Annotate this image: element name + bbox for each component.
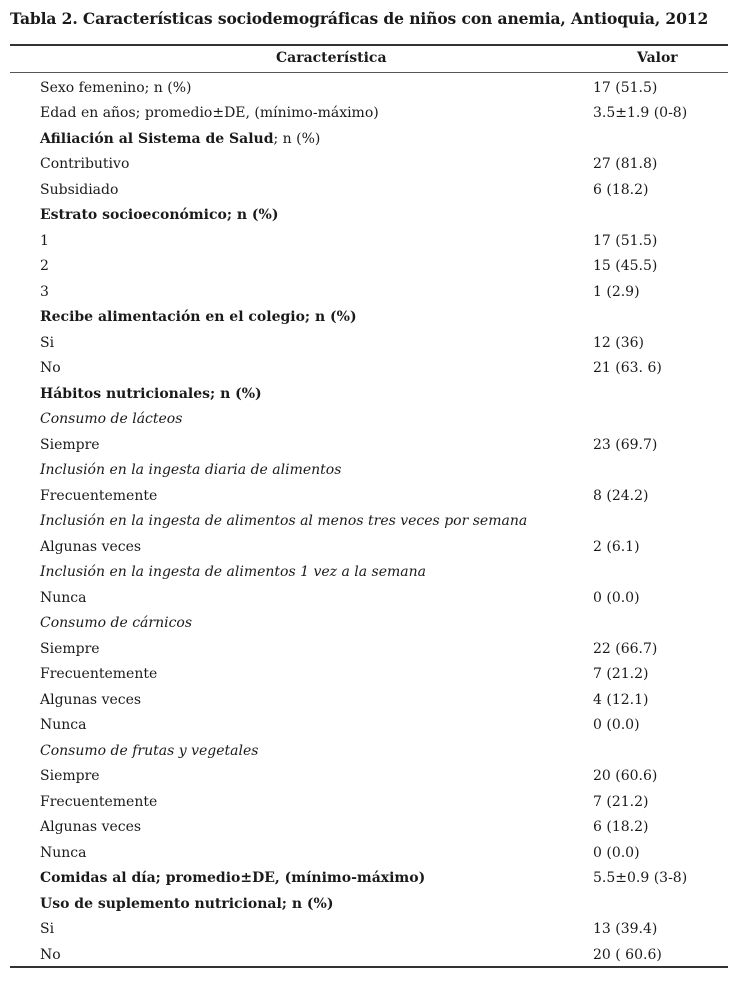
row-value: 0 (0.0) <box>593 589 640 606</box>
row-value: 17 (51.5) <box>593 79 658 96</box>
row-value: 20 ( 60.6) <box>593 946 662 963</box>
row-label: Nunca <box>40 717 87 733</box>
table-row <box>0 943 740 969</box>
row-value: 3.5±1.9 (0-8) <box>593 105 688 121</box>
row-label: Estrato socioeconómico; n (%) <box>40 207 279 223</box>
row-value: 7 (21.2) <box>593 666 649 682</box>
table-row <box>0 356 740 382</box>
table-row <box>0 739 740 765</box>
row-label: Siempre <box>40 640 100 657</box>
row-label-suffix: ; n (%) <box>273 130 321 147</box>
row-label: Algunas veces <box>40 691 142 708</box>
row-label: Hábitos nutricionales; n (%) <box>40 385 262 402</box>
table-row <box>0 815 740 841</box>
row-value: 7 (21.2) <box>593 793 649 810</box>
table-header-rule <box>10 72 728 73</box>
row-value: 23 (69.7) <box>593 436 658 453</box>
table-row <box>0 892 740 918</box>
table-row <box>0 382 740 408</box>
row-value: 6 (18.2) <box>593 819 649 835</box>
row-label: Si <box>40 921 55 937</box>
table-row <box>0 178 740 204</box>
table-body <box>0 76 740 969</box>
table-row <box>0 637 740 663</box>
table-row <box>0 790 740 816</box>
row-label: Frecuentemente <box>40 666 158 682</box>
row-label <box>40 127 320 153</box>
table-row <box>0 127 740 153</box>
table-row <box>0 407 740 433</box>
table-row <box>0 662 740 688</box>
row-label: Sexo femenino; n (%) <box>40 79 192 96</box>
row-label: Recibe alimentación en el colegio; n (%) <box>40 309 357 325</box>
table-row <box>0 229 740 255</box>
row-label-bold: Afiliación al Sistema de Salud <box>40 130 274 147</box>
row-label: Inclusión en la ingesta de alimentos al menos tres veces por semana <box>40 513 528 529</box>
row-label: Frecuentemente <box>40 487 158 504</box>
row-value: 5.5±0.9 (3-8) <box>593 870 688 886</box>
row-value: 0 (0.0) <box>593 717 640 733</box>
row-label: Contributivo <box>40 156 130 172</box>
table-row <box>0 535 740 561</box>
row-label: Si <box>40 334 55 351</box>
row-value: 1 (2.9) <box>593 283 640 300</box>
row-label: 2 <box>40 258 49 274</box>
table-row <box>0 586 740 612</box>
table-row <box>0 484 740 510</box>
table-row <box>0 841 740 867</box>
table-row <box>0 254 740 280</box>
row-value: 17 (51.5) <box>593 232 658 249</box>
row-label: 1 <box>40 232 49 249</box>
row-label: Nunca <box>40 844 87 861</box>
row-label: Consumo de cárnicos <box>40 615 193 631</box>
row-value: 8 (24.2) <box>593 487 649 504</box>
table-bottom-rule <box>10 966 728 968</box>
row-label: Consumo de lácteos <box>40 411 183 427</box>
row-value: 4 (12.1) <box>593 691 649 708</box>
row-label: Siempre <box>40 436 100 453</box>
row-label: 3 <box>40 283 49 300</box>
row-label: Inclusión en la ingesta diaria de alimentos <box>40 462 342 478</box>
row-label: Inclusión en la ingesta de alimentos 1 vez a la semana <box>40 564 426 580</box>
row-value: 12 (36) <box>593 334 645 351</box>
table-row <box>0 280 740 306</box>
row-value: 20 (60.6) <box>593 768 658 784</box>
table-caption: Tabla 2. Características sociodemográficas de niños con anemia, Antioquia, 2012 <box>10 9 709 28</box>
table-row <box>0 203 740 229</box>
table-row <box>0 611 740 637</box>
table-row <box>0 688 740 714</box>
row-value: 15 (45.5) <box>593 258 658 274</box>
row-value: 13 (39.4) <box>593 921 658 937</box>
row-label: Nunca <box>40 589 87 606</box>
table-row <box>0 509 740 535</box>
row-label: Siempre <box>40 768 100 784</box>
row-label: Algunas veces <box>40 538 142 555</box>
row-label: Consumo de frutas y vegetales <box>40 742 259 759</box>
table-row <box>0 305 740 331</box>
row-value: 21 (63. 6) <box>593 360 662 376</box>
table-row <box>0 560 740 586</box>
row-label: No <box>40 360 61 376</box>
row-label: Subsidiado <box>40 181 119 198</box>
row-label: Uso de suplemento nutricional; n (%) <box>40 895 334 912</box>
table-row <box>0 433 740 459</box>
row-label: Algunas veces <box>40 819 142 835</box>
table-row <box>0 76 740 102</box>
row-value: 2 (6.1) <box>593 538 640 555</box>
row-value: 0 (0.0) <box>593 844 640 861</box>
column-header-value: Valor <box>637 50 678 66</box>
table-row <box>0 152 740 178</box>
row-label: No <box>40 946 61 963</box>
row-label: Edad en años; promedio±DE, (mínimo-máximo) <box>40 105 379 121</box>
row-label: Comidas al día; promedio±DE, (mínimo-máximo) <box>40 870 426 886</box>
row-value: 6 (18.2) <box>593 181 649 198</box>
table-top-rule <box>10 44 728 46</box>
table-row <box>0 101 740 127</box>
column-header-characteristic: Característica <box>276 50 387 66</box>
table-row <box>0 917 740 943</box>
row-value: 27 (81.8) <box>593 156 658 172</box>
table-row <box>0 458 740 484</box>
table-row <box>0 764 740 790</box>
row-value: 22 (66.7) <box>593 640 658 657</box>
row-label: Frecuentemente <box>40 793 158 810</box>
table-row <box>0 331 740 357</box>
table-row <box>0 713 740 739</box>
table-row <box>0 866 740 892</box>
